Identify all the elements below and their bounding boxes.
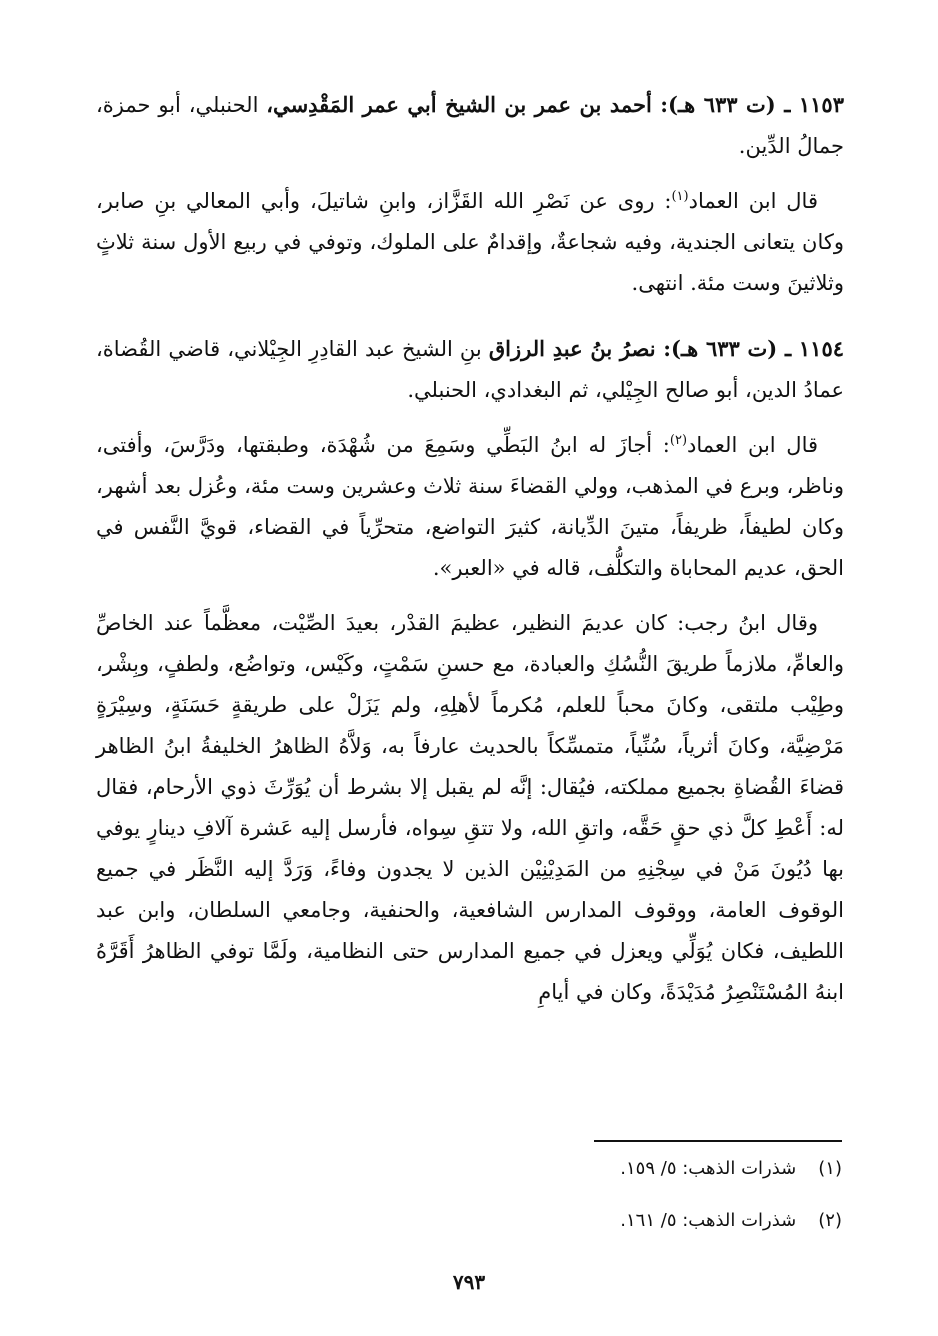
footnote-separator (594, 1140, 842, 1142)
paragraph-lead: قال ابن العماد (687, 433, 819, 457)
entry-heading-1153 (96, 84, 844, 167)
footnotes (94, 1156, 842, 1260)
footnote-number: (٢) (818, 1210, 842, 1231)
entry-paragraph (96, 181, 844, 304)
entry-paragraph (96, 425, 844, 589)
footnote-ref: (٢) (669, 433, 688, 448)
page-number: ٧٩٣ (452, 1270, 486, 1294)
paragraph-text: : روى عن نَصْرِ الله القَزَّاز، وابنِ شاتيلَ، وأبي المعالي بنِ صابر، وكان يتعانى الجندية، وفيه شجاعةٌ، وإقدامٌ على الملوك، وتوفي في ربيع الأول سنة ثلاثٍ وثلاثينَ وست مئة. انتهى. (96, 189, 844, 295)
footnote-2 (94, 1208, 842, 1234)
page-body (96, 78, 844, 1013)
entry-paragraph (96, 603, 844, 1013)
footnote-1 (94, 1156, 842, 1182)
entry-heading-bold: ١١٥٣ ـ (ت ٦٣٣ هـ): أحمد بن عمر بن الشيخ أبي عمر المَقْدِسي، (266, 92, 844, 117)
entry-heading-rest: الحنبلي، أبو حمزة، جمالُ الدِّين. (96, 93, 844, 158)
footnote-text: شذرات الذهب: ٥/ ١٥٩. (620, 1158, 797, 1179)
paragraph-text: : أجازَ له ابنُ البَطِّي وسَمِعَ من شُهْدَة، وطبقتها، ودَرَّسَ، وأفتى، وناظر، وبرع في المذهب، وولي القضاءَ سنة ثلاث وعشرين وست مئة، وعُزل بعد أشهر، وكان لطيفاً، ظريفاً، متينَ الدِّيانة، كثيرَ التواضع، متحرِّياً في القضاء، قويَّ النَّفس في الحق، عديم المحاباة والتكلُّف، قاله في «العبر». (96, 433, 844, 580)
entry-heading-1154 (96, 328, 844, 411)
footnote-text: شذرات الذهب: ٥/ ١٦١. (620, 1210, 797, 1231)
paragraph-lead: قال ابن العماد (688, 189, 818, 213)
footnote-number: (١) (818, 1158, 842, 1179)
entry-heading-bold: ١١٥٤ ـ (ت ٦٣٣ هـ): نصرُ بنُ عبدِ الرزاق (488, 336, 845, 361)
footnote-ref: (١) (671, 189, 689, 204)
paragraph-text: وقال ابنُ رجب: كان عديمَ النظير، عظيمَ القدْر، بعيدَ الصِّيْت، معظَّماً عند الخاصِّ والعامِّ، ملازماً طريقَ النُّسُكِ والعبادة، مع حسنِ سَمْتٍ، وكَيْس، وتواضُع، ولطفٍ، وبِشْر، وطِيْب ملتقى، وكانَ محباً للعلم، مُكرماً لأهلِهِ، ولم يَزَلْ على طريقةٍ حَسَنَةٍ، وسِيْرَةٍ مَرْضِيَّة، وكانَ أثرياً، سُنِّياً، متمسِّكاً بالحديث عارفاً به، وَلاَّهُ الظاهرُ الخليفةُ ابنُ الظاهر قضاءَ القُضاةِ بجميع مملكته، فيُقال: إنَّه لم يقبل إلا بشرط أن يُوَرِّثَ ذوي الأرحام، فقال له: أَعْطِ كلَّ ذي حقٍ حَقَّه، واتقِ الله، ولا تتقِ سِواه، فأرسل إليه عَشرة آلافِ دينارٍ يوفي بها دُيُونَ مَنْ في سِجْنِهِ من المَدِيْنِيْن الذين لا يجدون وفاءً، وَرَدَّ إليه النَّظَر في جميع الوقوف العامة، ووقوف المدارس الشافعية، والحنفية، وجامعي السلطان، وابن عبد اللطيف، فكان يُوَلِّي ويعزل في جميع المدارس حتى النظامية، ولَمَّا توفي الظاهرُ أَقَرَّهُ ابنهُ المُسْتَنْصِرُ مُدَيْدَةً، وكان في أيامِ (96, 611, 844, 1004)
entry-heading-rest: بنِ الشيخ عبد القادِرِ الجِيْلاني، قاضي القُضاة، عمادُ الدين، أبو صالح الجِيْلي، ثم البغدادي، الحنبلي. (96, 337, 844, 402)
